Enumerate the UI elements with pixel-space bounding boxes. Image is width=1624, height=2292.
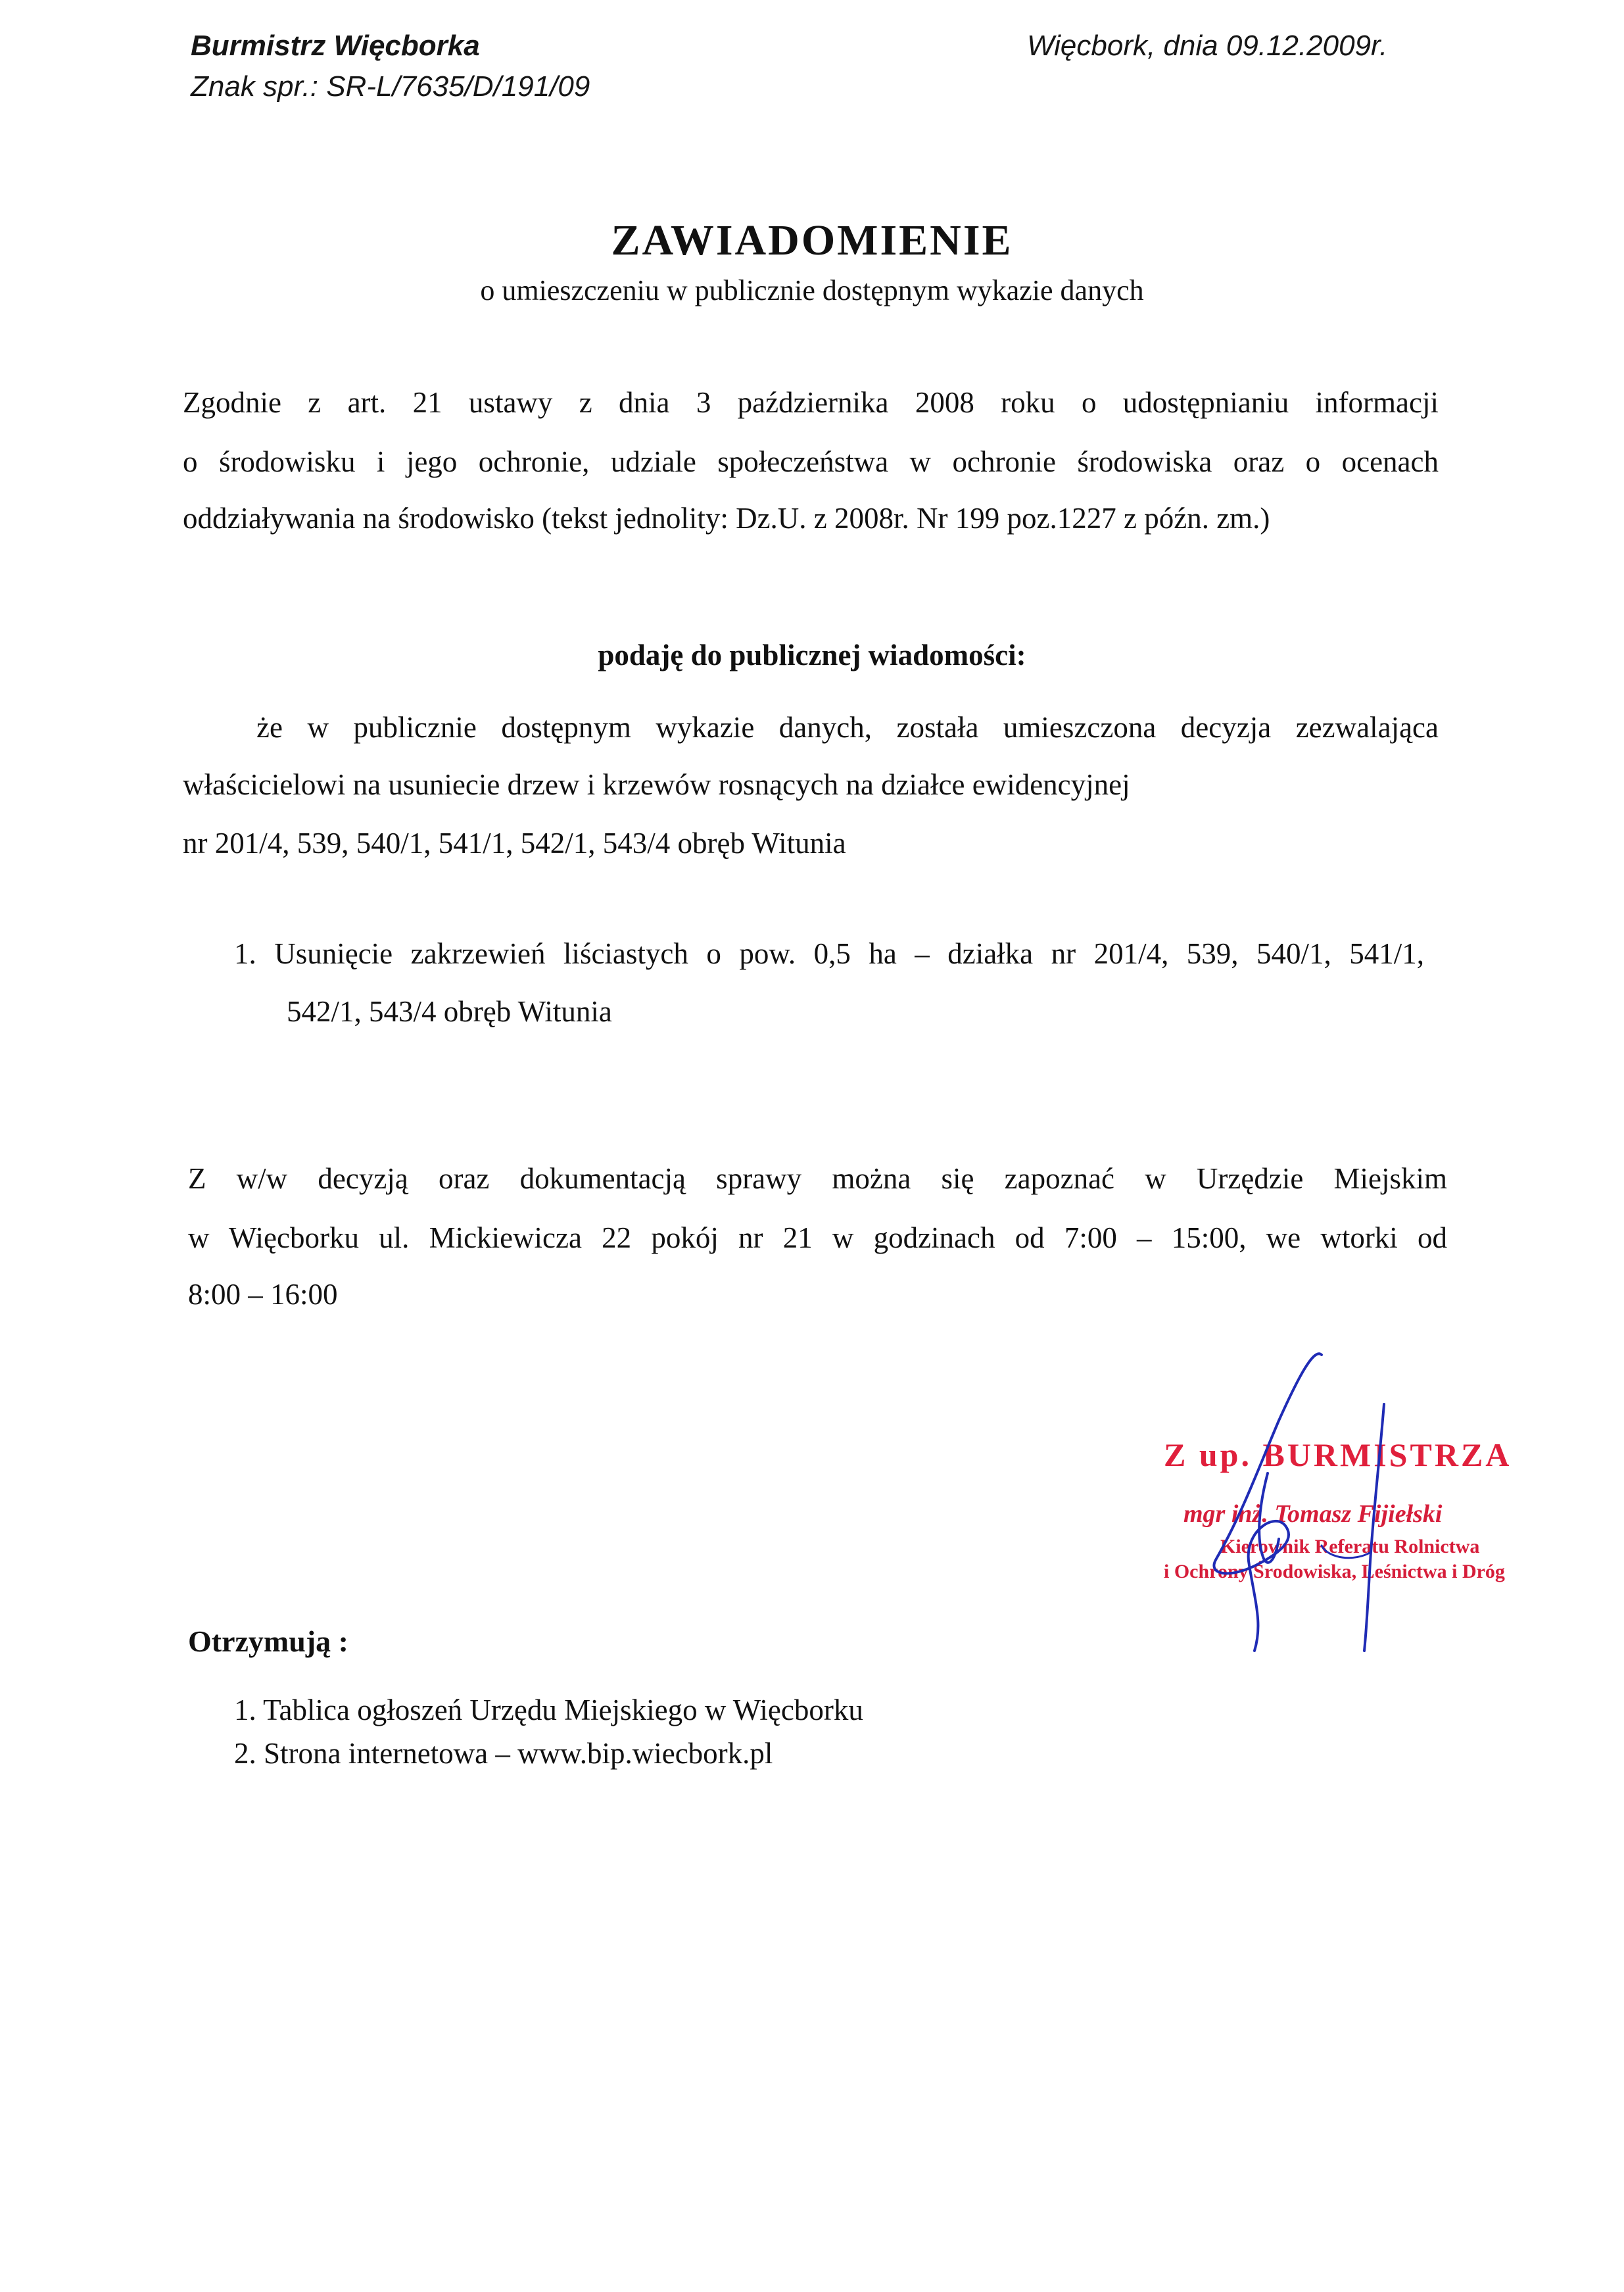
intro-line-1: Zgodnie z art. 21 ustawy z dnia 3 października 2008 roku o udostępnianiu informacji xyxy=(183,386,1439,419)
stamp-line-4: i Ochrony Środowiska, Leśnictwa i Dróg xyxy=(1164,1561,1505,1582)
recipient-item-1: 1. Tablica ogłoszeń Urzędu Miejskiego w Więcborku xyxy=(234,1694,863,1726)
document-title: ZAWIADOMIENIE xyxy=(611,216,1013,264)
intro-line-3: oddziaływania na środowisko (tekst jednolity: Dz.U. z 2008r. Nr 199 poz.1227 z późn. zm.) xyxy=(183,502,1270,535)
stamp-line-1: Z up. BURMISTRZA xyxy=(1164,1436,1512,1473)
decision-line-3: nr 201/4, 539, 540/1, 541/1, 542/1, 543/4 obręb Witunia xyxy=(183,827,846,860)
place-and-date: Więcbork, dnia 09.12.2009r. xyxy=(1027,30,1388,62)
list-item-1-line-2: 542/1, 543/4 obręb Witunia xyxy=(287,995,612,1028)
stamp-line-2: mgr inż. Tomasz Fijiełski xyxy=(1183,1500,1443,1528)
intro-line-2: o środowisku i jego ochronie, udziale społeczeństwa w ochronie środowiska oraz o ocenach xyxy=(183,445,1439,478)
list-item-1-line-1: 1. Usunięcie zakrzewień liściastych o pow. 0,5 ha – działka nr 201/4, 539, 540/1, 541/1, xyxy=(234,937,1424,970)
stamp-line-3: Kierownik Referatu Rolnictwa xyxy=(1220,1536,1480,1557)
decision-line-1: że w publicznie dostępnym wykazie danych, została umieszczona decyzja zezwalająca xyxy=(256,711,1439,744)
decision-line-2: właścicielowi na usuniecie drzew i krzewów rosnących na działce ewidencyjnej xyxy=(183,768,1130,801)
info-line-3: 8:00 – 16:00 xyxy=(188,1278,338,1311)
issuing-authority: Burmistrz Więcborka xyxy=(191,30,480,62)
recipient-item-2: 2. Strona internetowa – www.bip.wiecbork.pl xyxy=(234,1737,773,1770)
info-line-2: w Więcborku ul. Mickiewicza 22 pokój nr 21 w godzinach od 7:00 – 15:00, we wtorki od xyxy=(188,1221,1447,1254)
recipients-heading: Otrzymują : xyxy=(188,1624,348,1658)
handwritten-signature xyxy=(1144,1342,1552,1670)
case-reference: Znak spr.: SR-L/7635/D/191/09 xyxy=(191,70,590,103)
announcement-heading: podaję do publicznej wiadomości: xyxy=(598,639,1026,671)
info-line-1: Z w/w decyzją oraz dokumentacją sprawy można się zapoznać w Urzędzie Miejskim xyxy=(188,1162,1447,1195)
document-subtitle: o umieszczeniu w publicznie dostępnym wykazie danych xyxy=(480,274,1144,306)
